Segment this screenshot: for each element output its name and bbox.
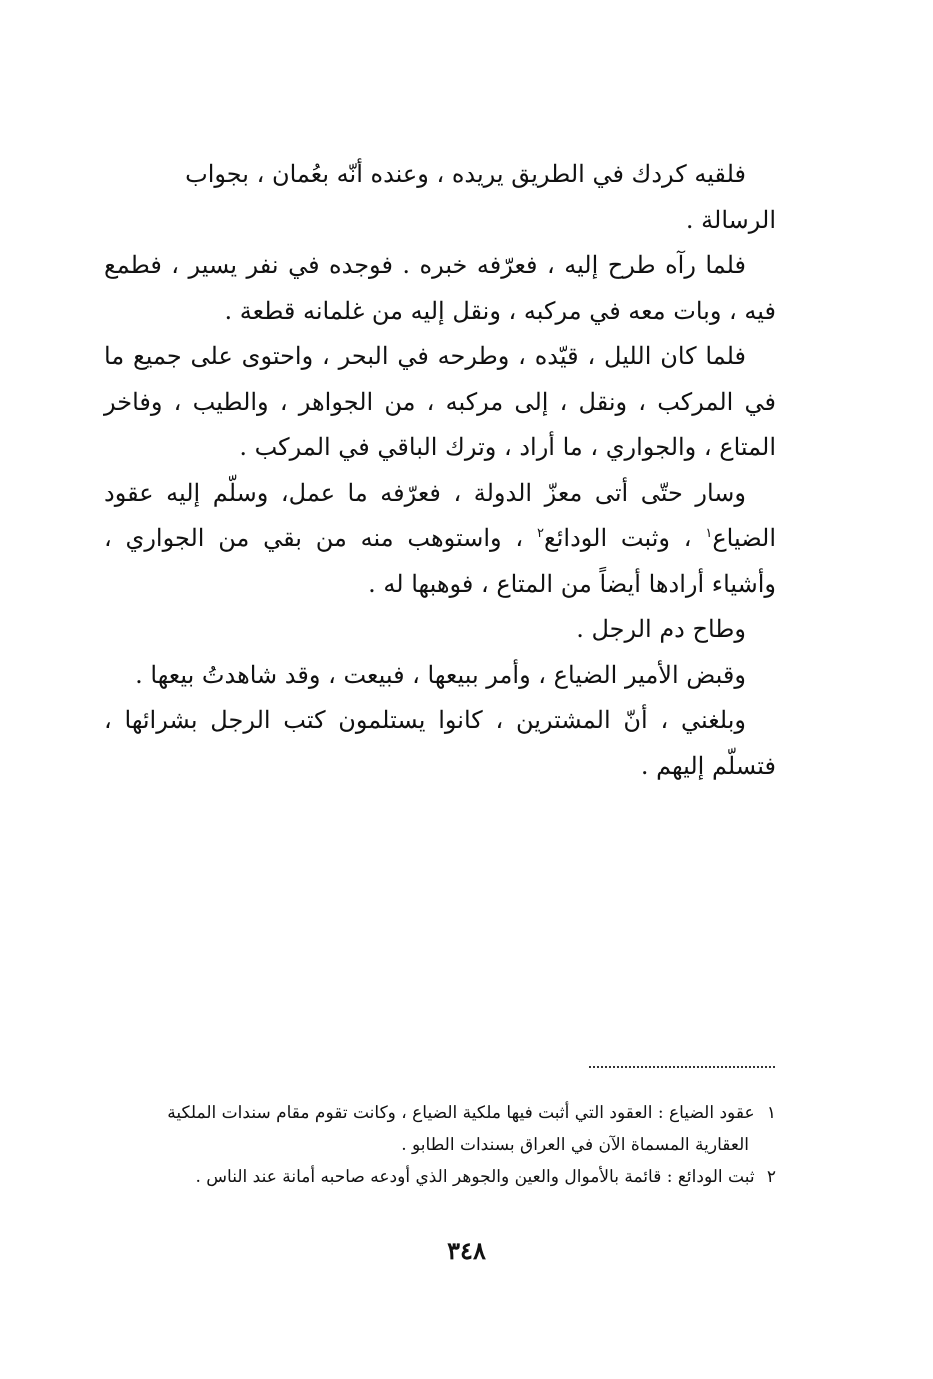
footnote-2-number: ٢ — [766, 1167, 776, 1187]
footnote-ref-2: ٢ — [536, 526, 544, 541]
footnote-ref-1: ١ — [705, 526, 713, 541]
paragraph-4 — [104, 471, 776, 608]
footnote-divider — [589, 1066, 775, 1068]
footnote-1 — [104, 1099, 776, 1128]
paragraph-7: وبلغني ، أنّ المشترين ، كانوا يستلمون كتب الرجل بشرائها ، فتسلّم إليهم . — [104, 706, 776, 780]
footnotes — [104, 1099, 776, 1195]
footnote-2-line-1: ثبت الودائع : قائمة بالأموال والعين والجوهر الذي أودعه صاحبه أمانة عند الناس . — [195, 1167, 755, 1187]
paragraph-3: فلما كان الليل ، قيّده ، وطرحه في البحر ، واحتوى على جميع ما في المركب ، ونقل ، إلى مركبه ، من الجواهر ، والطيب ، وفاخر المتاع ، والجواري ، ما أراد ، وترك الباقي في المركب . — [104, 342, 776, 461]
main-text — [104, 152, 776, 789]
footnote-1-line-1: عقود الضياع : العقود التي أثبت فيها ملكية الضياع ، وكانت تقوم مقام سندات الملكية — [167, 1103, 755, 1123]
footnote-1-number: ١ — [766, 1103, 776, 1123]
paragraph-4-part-3: ، واستوهب منه من بقي من الجواري ، وأشياء أرادها أيضاً من المتاع ، فوهبها له . — [104, 524, 776, 598]
paragraph-2: فلما رآه طرح إليه ، فعرّفه خبره . فوجده في نفر يسير ، فطمع فيه ، وبات معه في مركبه ، ونقل إليه من غلمانه قطعة . — [104, 251, 776, 325]
paragraph-6: وقبض الأمير الضياع ، وأمر ببيعها ، فبيعت ، وقد شاهدتُ بيعها . — [135, 660, 746, 689]
paragraph-4-part-1: وسار حتّى أتى معزّ الدولة ، فعرّفه ما عمل، وسلّم إليه عقود الضياع — [104, 478, 776, 552]
paragraph-5: وطاح دم الرجل . — [576, 615, 746, 643]
paragraph-4-part-2: ، وثبت الودائع — [543, 524, 706, 552]
footnote-1-continuation: العقارية المسماة الآن في العراق بسندات الطابو . — [401, 1135, 749, 1155]
page-number: ٣٤٨ — [447, 1236, 486, 1265]
paragraph-1: فلقيه كردك في الطريق يريده ، وعنده أنّه بعُمان ، بجواب الرسالة . — [185, 160, 776, 234]
footnote-2 — [104, 1163, 776, 1192]
